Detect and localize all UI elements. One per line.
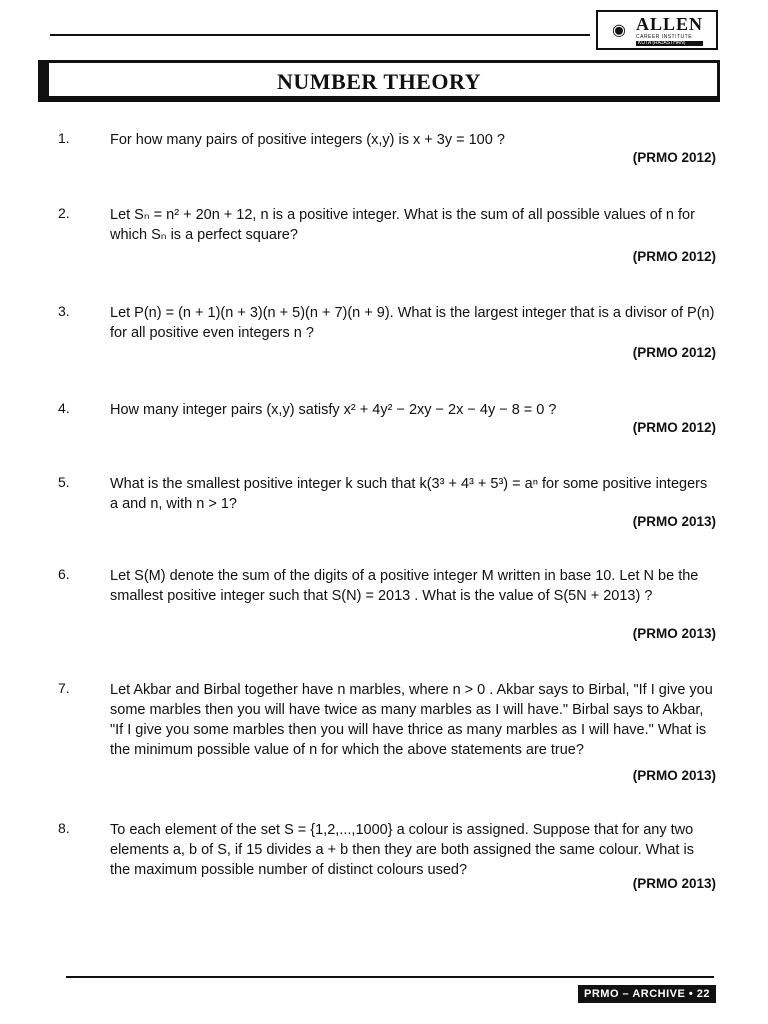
question-source: (PRMO 2013)	[632, 768, 716, 783]
top-rule	[50, 34, 590, 36]
question-number: 8.	[58, 820, 70, 836]
question-text: Let Sₙ = n² + 20n + 12, n is a positive integer. What is the sum of all possible values of n for which Sₙ is a perfect square?	[110, 207, 695, 243]
question-text: For how many pairs of positive integers (x,y) is x + 3y = 100 ?	[110, 132, 505, 148]
question-source: (PRMO 2013)	[632, 876, 716, 891]
logo-subtitle: CAREER INSTITUTE	[636, 33, 693, 40]
question-number: 2.	[58, 205, 70, 221]
page-title: NUMBER THEORY	[277, 69, 481, 94]
car-logo-icon: ◉	[612, 22, 626, 39]
question-text: Let P(n) = (n + 1)(n + 3)(n + 5)(n + 7)(n + 9). What is the largest integer that is a divisor of P(n) for all positive even integers n ?	[110, 305, 715, 341]
question-text: Let Akbar and Birbal together have n marbles, where n > 0 . Akbar says to Birbal, "If I give you some marbles then you will have twice as many marbles as I will have." Birbal says to Akbar, "If I give you some marbles then you will have thrice as many marbles as I will have." What is the minimum possible value of n for which the above statements are true?	[110, 682, 713, 758]
logo-city: KOTA (RAJASTHAN)	[636, 41, 703, 46]
question-text: To each element of the set S = {1,2,...,1000} a colour is assigned. Suppose that for any two elements a, b of S, if 15 divides a + b then they are both assigned the same colour. What is the maximum possible number of distinct colours used?	[110, 822, 694, 878]
question-text: What is the smallest positive integer k such that k(3³ + 4³ + 5³) = aⁿ for some positive integers a and n, with n > 1?	[110, 476, 708, 512]
question-number: 6.	[58, 566, 70, 582]
footer-page-badge: PRMO – ARCHIVE • 22	[578, 985, 716, 1003]
question-source: (PRMO 2012)	[632, 249, 716, 264]
question-number: 5.	[58, 474, 70, 490]
question-source: (PRMO 2013)	[632, 514, 716, 529]
question-text: How many integer pairs (x,y) satisfy x² + 4y² − 2xy − 2x − 4y − 8 = 0 ?	[110, 402, 557, 418]
question-text: Let S(M) denote the sum of the digits of a positive integer M written in base 10. Let N be the smallest positive integer such that S(N) = 2013 . What is the value of S(5N + 2013) ?	[110, 568, 699, 604]
question-number: 1.	[58, 130, 70, 146]
question-number: 3.	[58, 303, 70, 319]
question-source: (PRMO 2012)	[632, 150, 716, 165]
question-source: (PRMO 2012)	[632, 420, 716, 435]
title-band	[38, 60, 720, 102]
question-source: (PRMO 2012)	[632, 345, 716, 360]
question-source: (PRMO 2013)	[632, 626, 716, 641]
allen-logo	[596, 10, 718, 50]
logo-brand: ALLEN	[636, 13, 704, 34]
question-number: 4.	[58, 400, 70, 416]
question-number: 7.	[58, 680, 70, 696]
bottom-rule	[66, 976, 714, 978]
